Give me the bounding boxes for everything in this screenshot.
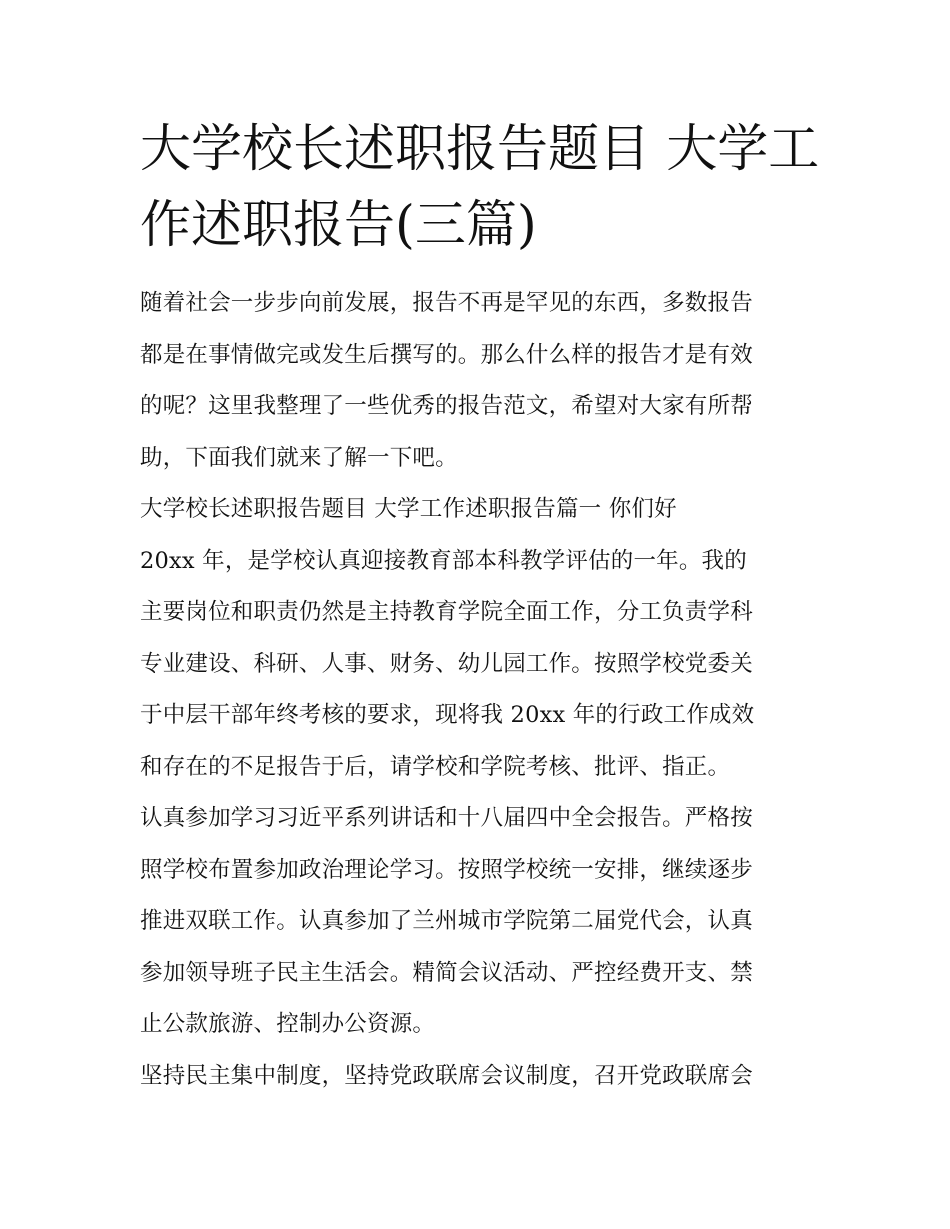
text-line: 推进双联工作。认真参加了兰州城市学院第二届党代会，认真 — [140, 908, 753, 934]
text-line: 于中层干部年终考核的要求，现将我 20xx 年的行政工作成效 — [140, 702, 755, 728]
text-line: 主要岗位和职责仍然是主持教育学院全面工作，分工负责学科 — [140, 599, 753, 625]
text-line: 坚持民主集中制度，坚持党政联席会议制度，召开党政联席会 — [140, 1062, 753, 1089]
text-line: 的呢？这里我整理了一些优秀的报告范文，希望对大家有所帮 — [140, 393, 753, 419]
text-line: 认真参加学习习近平系列讲话和十八届四中全会报告。严格按 — [140, 805, 753, 831]
text-line: 随着社会一步步向前发展，报告不再是罕见的东西，多数报告 — [140, 290, 753, 316]
text-line: 都是在事情做完或发生后撰写的。那么什么样的报告才是有效 — [140, 341, 753, 368]
text-line: 和存在的不足报告于后，请学校和学院考核、批评、指正。 — [140, 753, 731, 780]
paragraph-democratic-system — [140, 1051, 815, 1103]
title-line-2: 作述职报告(三篇) — [140, 196, 537, 255]
text-line: 大学校长述职报告题目 大学工作述职报告篇一 你们好 — [140, 496, 677, 522]
text-line: 参加领导班子民主生活会。精简会议活动、严控经费开支、禁 — [140, 959, 753, 986]
text-line: 止公款旅游、控制办公资源。 — [140, 1011, 436, 1037]
text-line: 照学校布置参加政治理论学习。按照学校统一安排，继续逐步 — [140, 856, 753, 883]
text-line: 助，下面我们就来了解一下吧。 — [140, 444, 458, 471]
paragraph-study — [140, 793, 815, 1051]
text-line: 20xx 年，是学校认真迎接教育部本科教学评估的一年。我的 — [140, 547, 747, 574]
document-body — [140, 112, 820, 1102]
paragraph-year-summary — [140, 536, 815, 794]
document-title — [140, 112, 820, 264]
title-line-1: 大学校长述职报告题目 大学工 — [140, 120, 820, 179]
text-line: 专业建设、科研、人事、财务、幼儿园工作。按照学校党委关 — [140, 650, 753, 677]
paragraph-section-heading — [140, 484, 815, 536]
paragraph-intro — [140, 278, 815, 484]
